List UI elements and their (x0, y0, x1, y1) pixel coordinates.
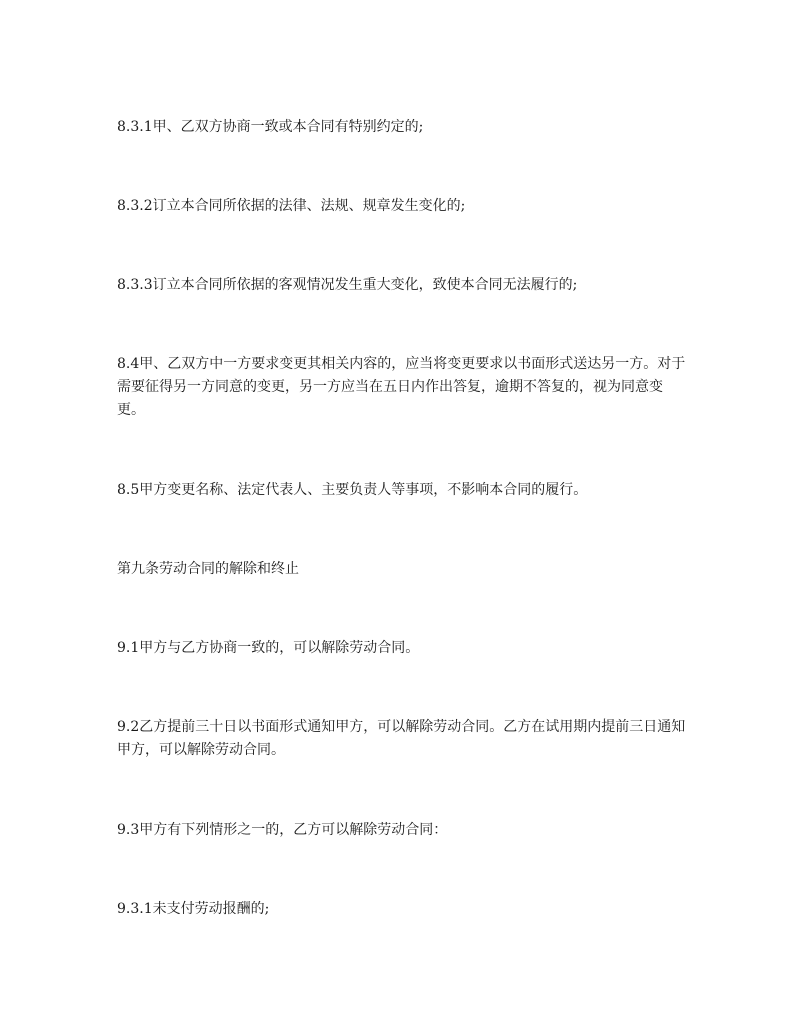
clause-9-1: 9.1甲方与乙方协商一致的，可以解除劳动合同。 (117, 640, 420, 656)
clause-9-3: 9.3甲方有下列情形之一的，乙方可以解除劳动合同： (117, 822, 448, 838)
clause-8-4: 8.4甲、乙双方中一方要求变更其相关内容的，应当将变更要求以书面形式送达另一方。对于需要征得另一方同意的变更，另一方应当在五日内作出答复，逾期不答复的，视为同意变更。 (117, 356, 686, 418)
clause-8-3-3: 8.3.3订立本合同所依据的客观情况发生重大变化，致使本合同无法履行的; (117, 277, 578, 293)
clause-9-3-1: 9.3.1未支付劳动报酬的; (117, 901, 270, 917)
clause-9-2: 9.2乙方提前三十日以书面形式通知甲方，可以解除劳动合同。乙方在试用期内提前三日通知甲方，可以解除劳动合同。 (117, 719, 686, 758)
clause-8-3-1: 8.3.1甲、乙双方协商一致或本合同有特别约定的; (117, 119, 424, 135)
clause-8-5: 8.5甲方变更名称、法定代表人、主要负责人等事项，不影响本合同的履行。 (117, 482, 588, 498)
article-9-heading: 第九条劳动合同的解除和终止 (117, 561, 299, 577)
clause-8-3-2: 8.3.2订立本合同所依据的法律、法规、规章发生变化的; (117, 198, 466, 214)
